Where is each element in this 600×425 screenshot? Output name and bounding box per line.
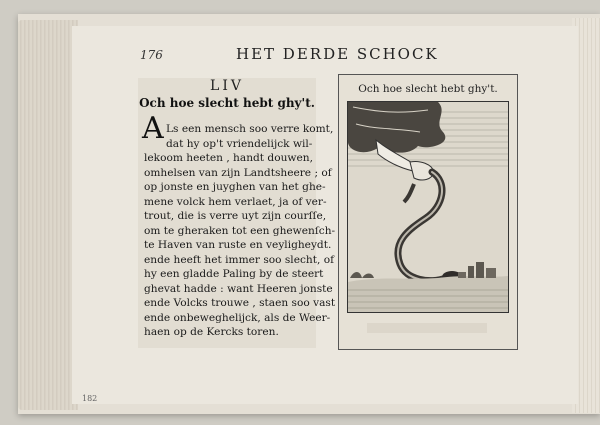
page-number: 176 bbox=[140, 48, 163, 62]
body-line: dat hy op't vriendelijck wil- bbox=[166, 137, 313, 150]
plate-motto: Och hoe slecht hebt ghy't. bbox=[358, 83, 498, 95]
body-line: ende onbeweghelijck, als de Weer- bbox=[144, 311, 331, 324]
plate-inscription bbox=[347, 315, 507, 341]
page-mark: 182 bbox=[82, 394, 98, 403]
body-line: trout, die is verre uyt zijn courſſe, bbox=[144, 210, 327, 222]
body-line: omhelsen van zijn Landtsheere ; of bbox=[144, 166, 332, 179]
body-line: hy een gladde Paling by de steert bbox=[144, 268, 324, 280]
body-line: haen op de Kercks toren. bbox=[144, 326, 279, 338]
body-line: ghevat hadde : want Heeren jonste bbox=[144, 282, 333, 295]
emblem-text-block bbox=[138, 78, 336, 348]
body-line: ende Volcks trouwe , staen soo vast bbox=[144, 297, 336, 309]
emblem-body bbox=[144, 122, 336, 340]
engraving-image bbox=[347, 101, 509, 313]
drop-cap-initial: A bbox=[142, 111, 164, 146]
body-line: om te gheraken tot een ghewenſch- bbox=[144, 224, 336, 237]
body-line: op jonste en juyghen van het ghe- bbox=[144, 181, 326, 193]
page-stack-left bbox=[18, 20, 78, 410]
engraving-plate bbox=[338, 74, 518, 350]
body-line: ende heeft het immer soo slecht, of bbox=[144, 253, 335, 266]
body-line: Ls een mensch soo verre komt, bbox=[166, 123, 334, 135]
body-line: mene volck hem verlaet, ja of ver- bbox=[144, 195, 327, 208]
running-head: HET DERDE SCHOCK bbox=[236, 45, 439, 63]
body-line: te Haven van ruste en veyligheydt. bbox=[144, 239, 332, 251]
hand-holding-eel-illustration bbox=[348, 102, 508, 312]
emblem-numeral: LIV bbox=[210, 78, 244, 94]
emblem-title: Och hoe slecht hebt ghy't. bbox=[139, 96, 315, 110]
body-line: lekoom heeten , handt douwen, bbox=[144, 152, 313, 164]
faded-inscription-mark bbox=[347, 315, 507, 341]
